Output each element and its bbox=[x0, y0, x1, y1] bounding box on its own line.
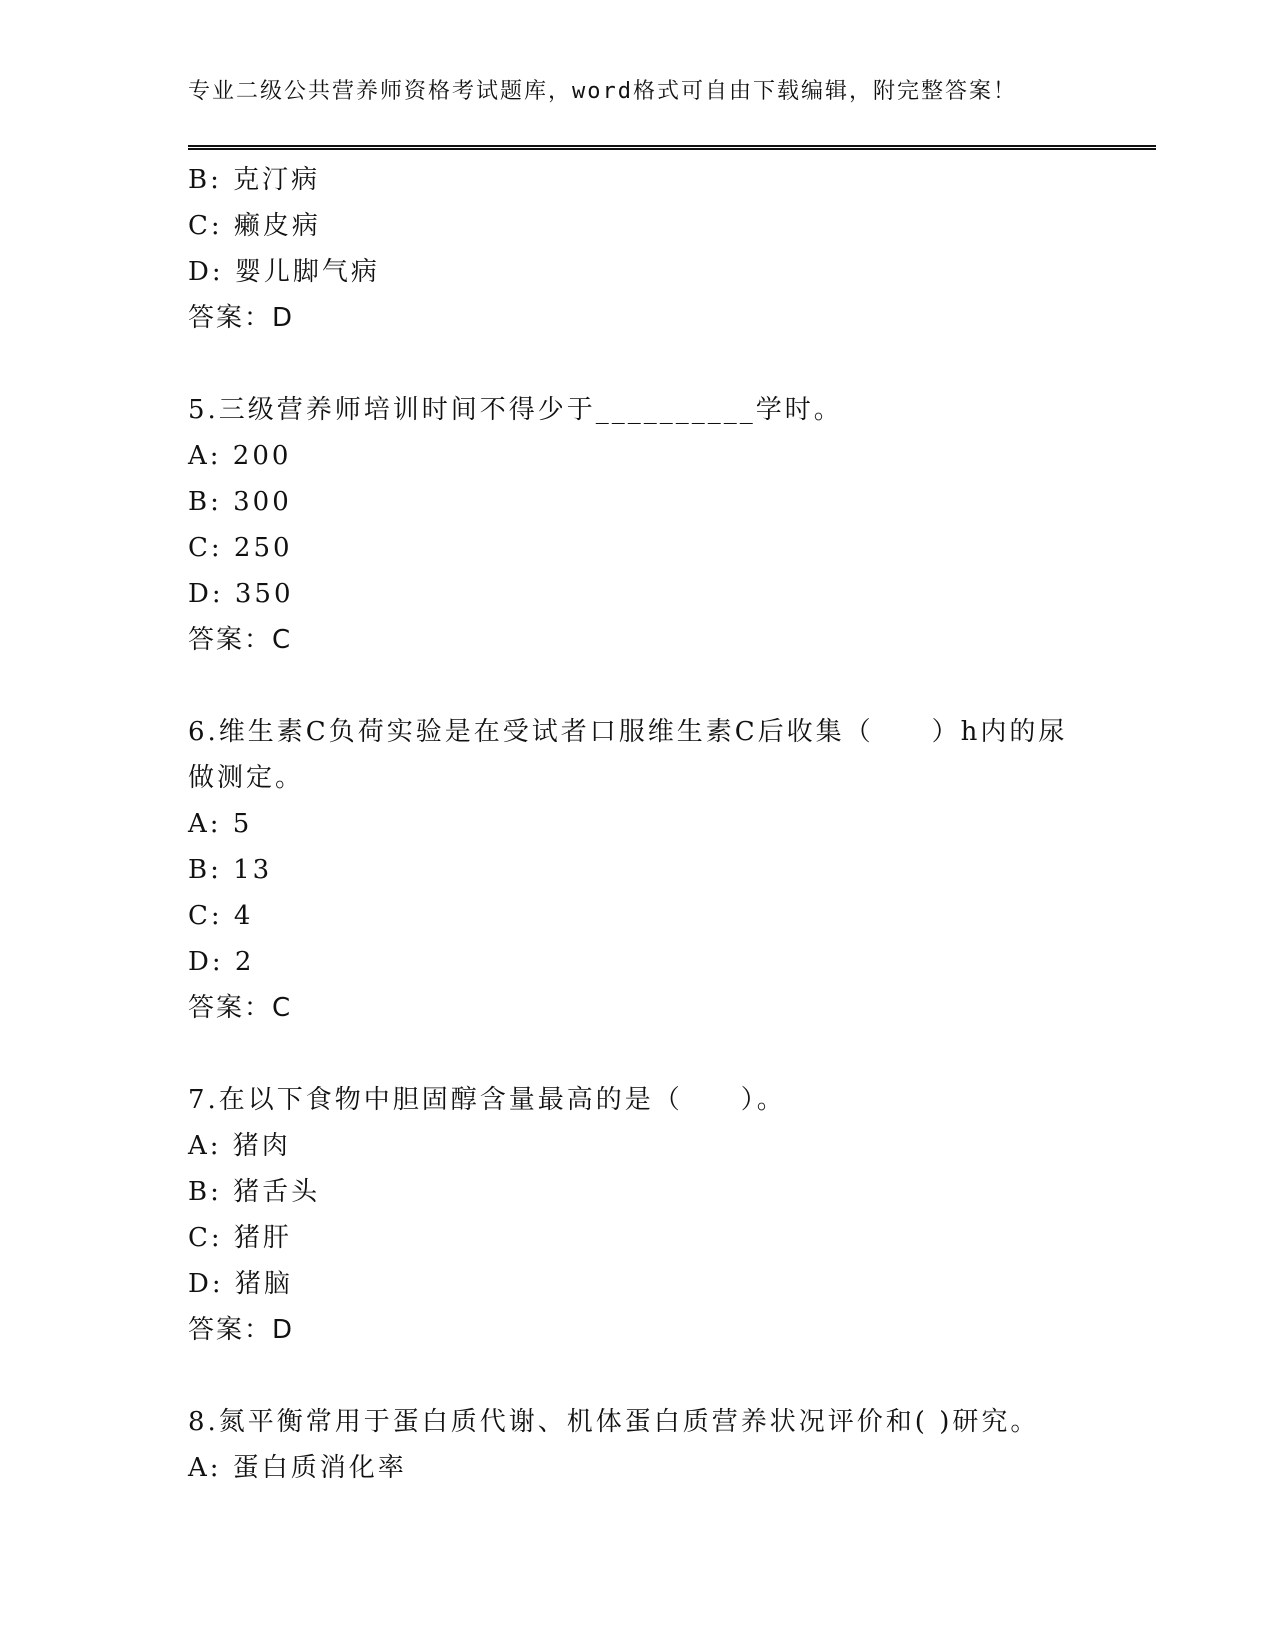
option-a: A: 200 bbox=[188, 441, 292, 471]
option-d: D: 猪脑 bbox=[188, 1269, 293, 1299]
document-body bbox=[188, 157, 1088, 1491]
option-d: D: 350 bbox=[188, 579, 294, 609]
option-d: D: 2 bbox=[188, 947, 255, 977]
page-header: 专业二级公共营养师资格考试题库，word格式可自由下载编辑，附完整答案！ bbox=[188, 79, 1017, 104]
option-c: C: 猪肝 bbox=[188, 1223, 292, 1253]
question-text: 7.在以下食物中胆固醇含量最高的是（ ）。 bbox=[188, 1085, 786, 1115]
question-4-tail bbox=[188, 157, 1088, 341]
answer: 答案：C bbox=[188, 993, 293, 1023]
option-a: A: 5 bbox=[188, 809, 253, 839]
option-b: B: 克汀病 bbox=[188, 165, 321, 195]
option-a: A: 蛋白质消化率 bbox=[188, 1453, 407, 1483]
question-8 bbox=[188, 1399, 1088, 1491]
question-text: 5.三级营养师培训时间不得少于__________学时。 bbox=[188, 395, 843, 425]
question-5 bbox=[188, 387, 1088, 663]
question-text-line-1: 6.维生素C负荷实验是在受试者口服维生素C后收集（ ）h内的尿 bbox=[188, 717, 1068, 747]
option-c: C: 4 bbox=[188, 901, 254, 931]
option-d: D: 婴儿脚气病 bbox=[188, 257, 380, 287]
spacer bbox=[188, 341, 1088, 387]
question-7 bbox=[188, 1077, 1088, 1353]
option-a: A: 猪肉 bbox=[188, 1131, 291, 1161]
question-text-line-2: 做测定。 bbox=[188, 763, 305, 793]
spacer bbox=[188, 663, 1088, 709]
spacer bbox=[188, 1353, 1088, 1399]
option-b: B: 300 bbox=[188, 487, 292, 517]
header-double-rule bbox=[188, 145, 1156, 150]
option-c: C: 250 bbox=[188, 533, 293, 563]
option-b: B: 猪舌头 bbox=[188, 1177, 321, 1207]
answer: 答案：C bbox=[188, 625, 293, 655]
question-text: 8.氮平衡常用于蛋白质代谢、机体蛋白质营养状况评价和( )研究。 bbox=[188, 1407, 1040, 1437]
answer: 答案：D bbox=[188, 1315, 295, 1345]
spacer bbox=[188, 1031, 1088, 1077]
answer: 答案：D bbox=[188, 303, 295, 333]
option-b: B: 13 bbox=[188, 855, 273, 885]
question-6 bbox=[188, 709, 1088, 1031]
option-c: C: 癞皮病 bbox=[188, 211, 321, 241]
